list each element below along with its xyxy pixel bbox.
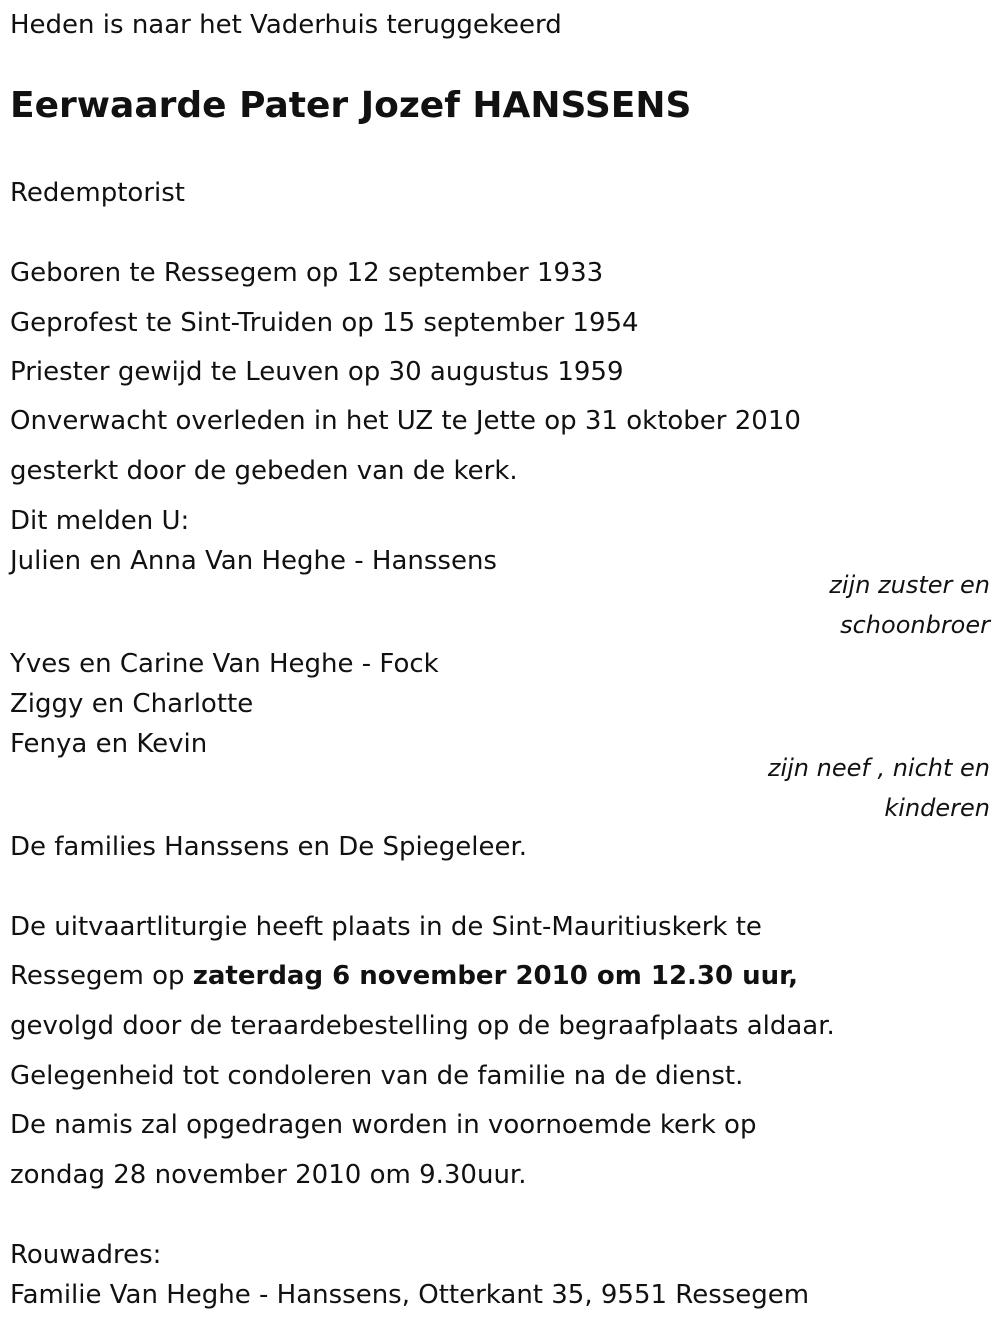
child-couple-1: Ziggy en Charlotte (10, 689, 254, 719)
funeral-line-3: gevolgd door de teraardebestelling op de begraafplaats aldaar. (10, 1011, 835, 1041)
religious-order: Redemptorist (10, 178, 185, 208)
funeral-line-4: Gelegenheid tot condoleren van de familie na de dienst. (10, 1061, 744, 1091)
deceased-name: Eerwaarde Pater Jozef HANSSENS (10, 85, 692, 126)
funeral-line-6: zondag 28 november 2010 om 9.30uur. (10, 1160, 527, 1190)
nephew-relation-line-2: kinderen (884, 794, 990, 822)
child-couple-2: Fenya en Kevin (10, 729, 208, 759)
death-line: Onverwacht overleden in het UZ te Jette op 31 oktober 2010 (10, 406, 801, 436)
address-label: Rouwadres: (10, 1240, 162, 1270)
strengthened-line: gesterkt door de gebeden van de kerk. (10, 456, 518, 486)
address-value: Familie Van Heghe - Hanssens, Otterkant 35, 9551 Ressegem (10, 1280, 810, 1310)
families-line: De families Hanssens en De Spiegeleer. (10, 832, 528, 862)
announce-label: Dit melden U: (10, 506, 190, 536)
birth-line: Geboren te Ressegem op 12 september 1933 (10, 258, 604, 288)
funeral-line-1: De uitvaartliturgie heeft plaats in de Sint-Mauritiuskerk te (10, 912, 762, 942)
funeral-date-time: zaterdag 6 november 2010 om 12.30 uur, (192, 961, 799, 991)
funeral-line-2-prefix: Ressegem op (10, 961, 193, 991)
funeral-line-2 (10, 961, 798, 991)
nephew-relation-line-1: zijn neef , nicht en (767, 754, 990, 782)
sister-relation-line-2: schoonbroer (840, 611, 990, 639)
nephew-couple: Yves en Carine Van Heghe - Fock (10, 649, 439, 679)
ordination-line: Priester gewijd te Leuven op 30 augustus 1959 (10, 357, 624, 387)
profession-line: Geprofest te Sint-Truiden op 15 september 1954 (10, 308, 639, 338)
sister-couple: Julien en Anna Van Heghe - Hanssens (10, 546, 497, 576)
sister-relation-line-1: zijn zuster en (829, 571, 990, 599)
funeral-line-5: De namis zal opgedragen worden in voornoemde kerk op (10, 1110, 757, 1140)
intro-text: Heden is naar het Vaderhuis teruggekeerd (10, 10, 562, 40)
